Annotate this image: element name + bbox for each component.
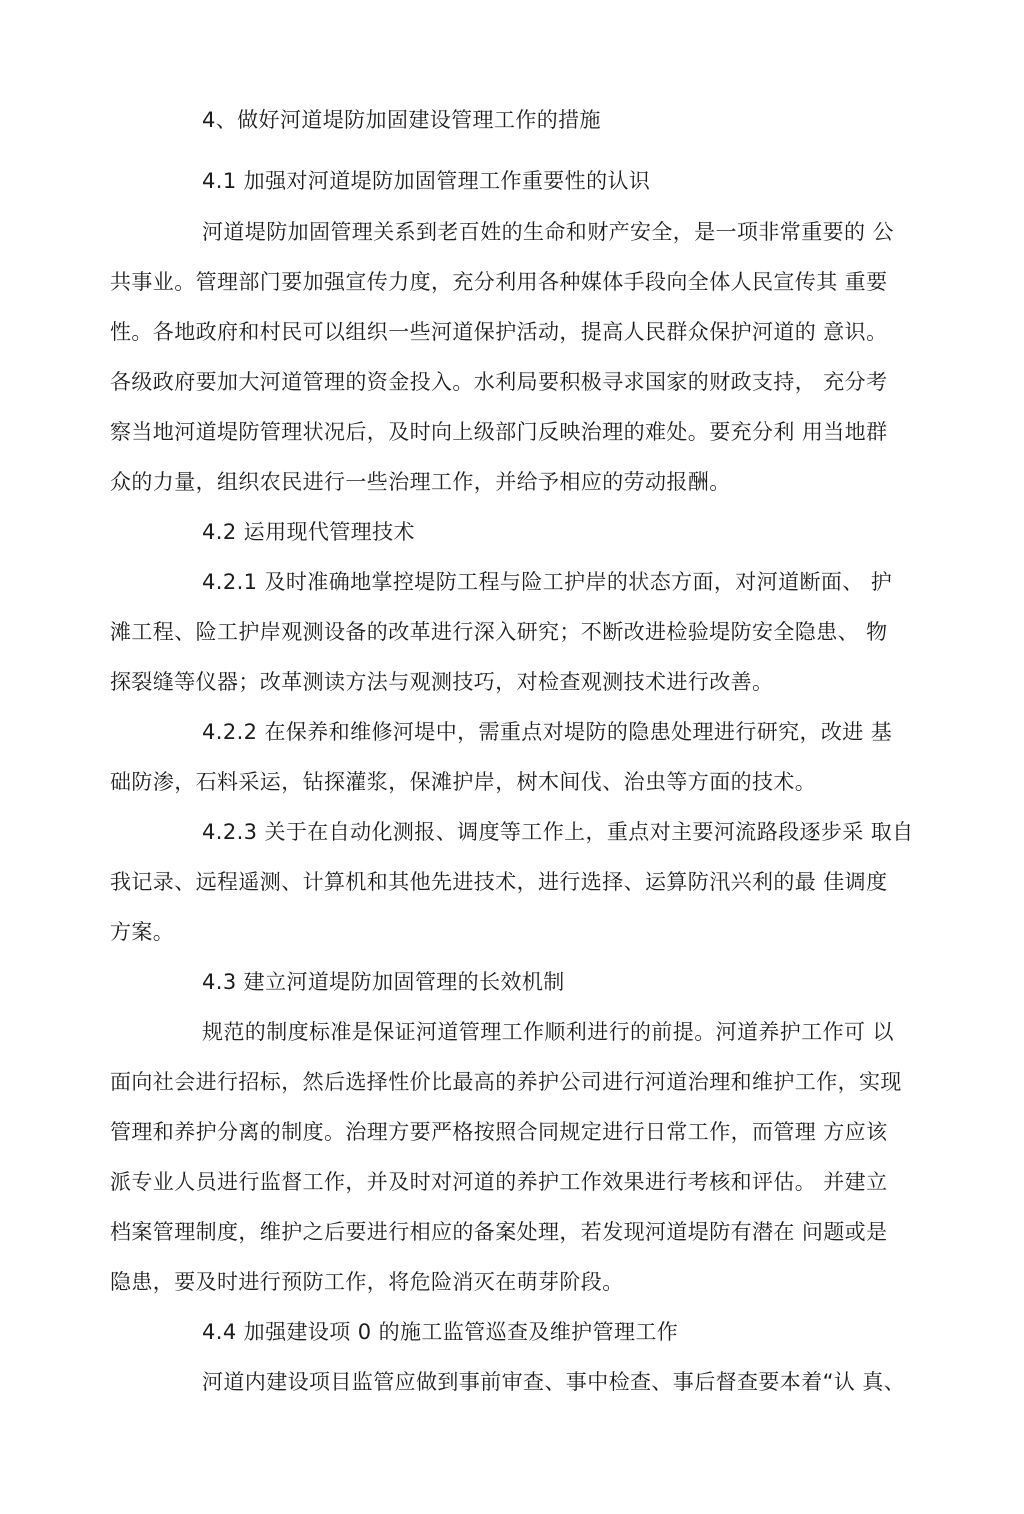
paragraph-line: 方案。: [110, 920, 175, 944]
paragraph-line: 我记录、远程遥测、计算机和其他先进技术，进行选择、运算防汛兴利的最 佳调度: [110, 870, 888, 894]
paragraph-line: 滩工程、险工护岸观测设备的改革进行深入研究；不断改进检验堤防安全隐患、 物: [110, 620, 888, 644]
paragraph-line: 管理和养护分离的制度。治理方要严格按照合同规定进行日常工作，而管理 方应该: [110, 1120, 888, 1144]
paragraph-line: 众的力量，组织农民进行一些治理工作，并给予相应的劳动报酬。: [110, 470, 731, 494]
paragraph-line: 面向社会进行招标，然后选择性价比最高的养护公司进行河道治理和维护工作，实现: [110, 1070, 902, 1094]
paragraph-line: 共事业。管理部门要加强宣传力度，充分利用各种媒体手段向全体人民宣传其 重要: [110, 270, 888, 294]
paragraph-line: 规范的制度标准是保证河道管理工作顺利进行的前提。河道养护工作可 以: [202, 1020, 894, 1044]
paragraph-line: 探裂缝等仪器；改革测读方法与观测技巧，对检查观测技术进行改善。: [110, 670, 774, 694]
paragraph-line: 档案管理制度，维护之后要进行相应的备案处理，若发现河道堤防有潜在 问题或是: [110, 1220, 888, 1244]
paragraph-line: 4.2.1 及时准确地掌控堤防工程与险工护岸的状态方面，对河道断面、 护: [202, 570, 893, 594]
paragraph-line: 河道堤防加固管理关系到老百姓的生命和财产安全，是一项非常重要的 公: [202, 220, 894, 244]
section-4-4-heading: 4.4 加强建设项 0 的施工监管巡查及维护管理工作: [202, 1320, 679, 1344]
paragraph-line: 隐患，要及时进行预防工作，将危险消灭在萌芽阶段。: [110, 1270, 624, 1294]
section-4-heading: 4、做好河道堤防加固建设管理工作的措施: [202, 108, 601, 132]
paragraph-line: 性。各地政府和村民可以组织一些河道保护活动，提高人民群众保护河道的 意识。: [110, 320, 888, 344]
paragraph-line: 各级政府要加大河道管理的资金投入。水利局要积极寻求国家的财政支持， 充分考: [110, 370, 888, 394]
paragraph-line: 察当地河道堤防管理状况后，及时向上级部门反映治理的难处。要充分利 用当地群: [110, 420, 888, 444]
paragraph-line: 4.2.2 在保养和维修河堤中，需重点对堤防的隐患处理进行研究，改进 基: [202, 720, 893, 744]
paragraph-line: 础防渗，石料采运，钻探灌浆，保滩护岸，树木间伐、治虫等方面的技术。: [110, 770, 817, 794]
section-4-2-heading: 4.2 运用现代管理技术: [202, 520, 415, 544]
paragraph-line: 4.2.3 关于在自动化测报、调度等工作上，重点对主要河流路段逐步采 取自: [202, 820, 914, 844]
paragraph-line: 河道内建设项目监管应做到事前审查、事中检查、事后督查要本着“认 真、: [202, 1370, 906, 1394]
section-4-1-heading: 4.1 加强对河道堤防加固管理工作重要性的认识: [202, 169, 651, 193]
paragraph-line: 派专业人员进行监督工作，并及时对河道的养护工作效果进行考核和评估。 并建立: [110, 1170, 888, 1194]
section-4-3-heading: 4.3 建立河道堤防加固管理的长效机制: [202, 970, 565, 994]
